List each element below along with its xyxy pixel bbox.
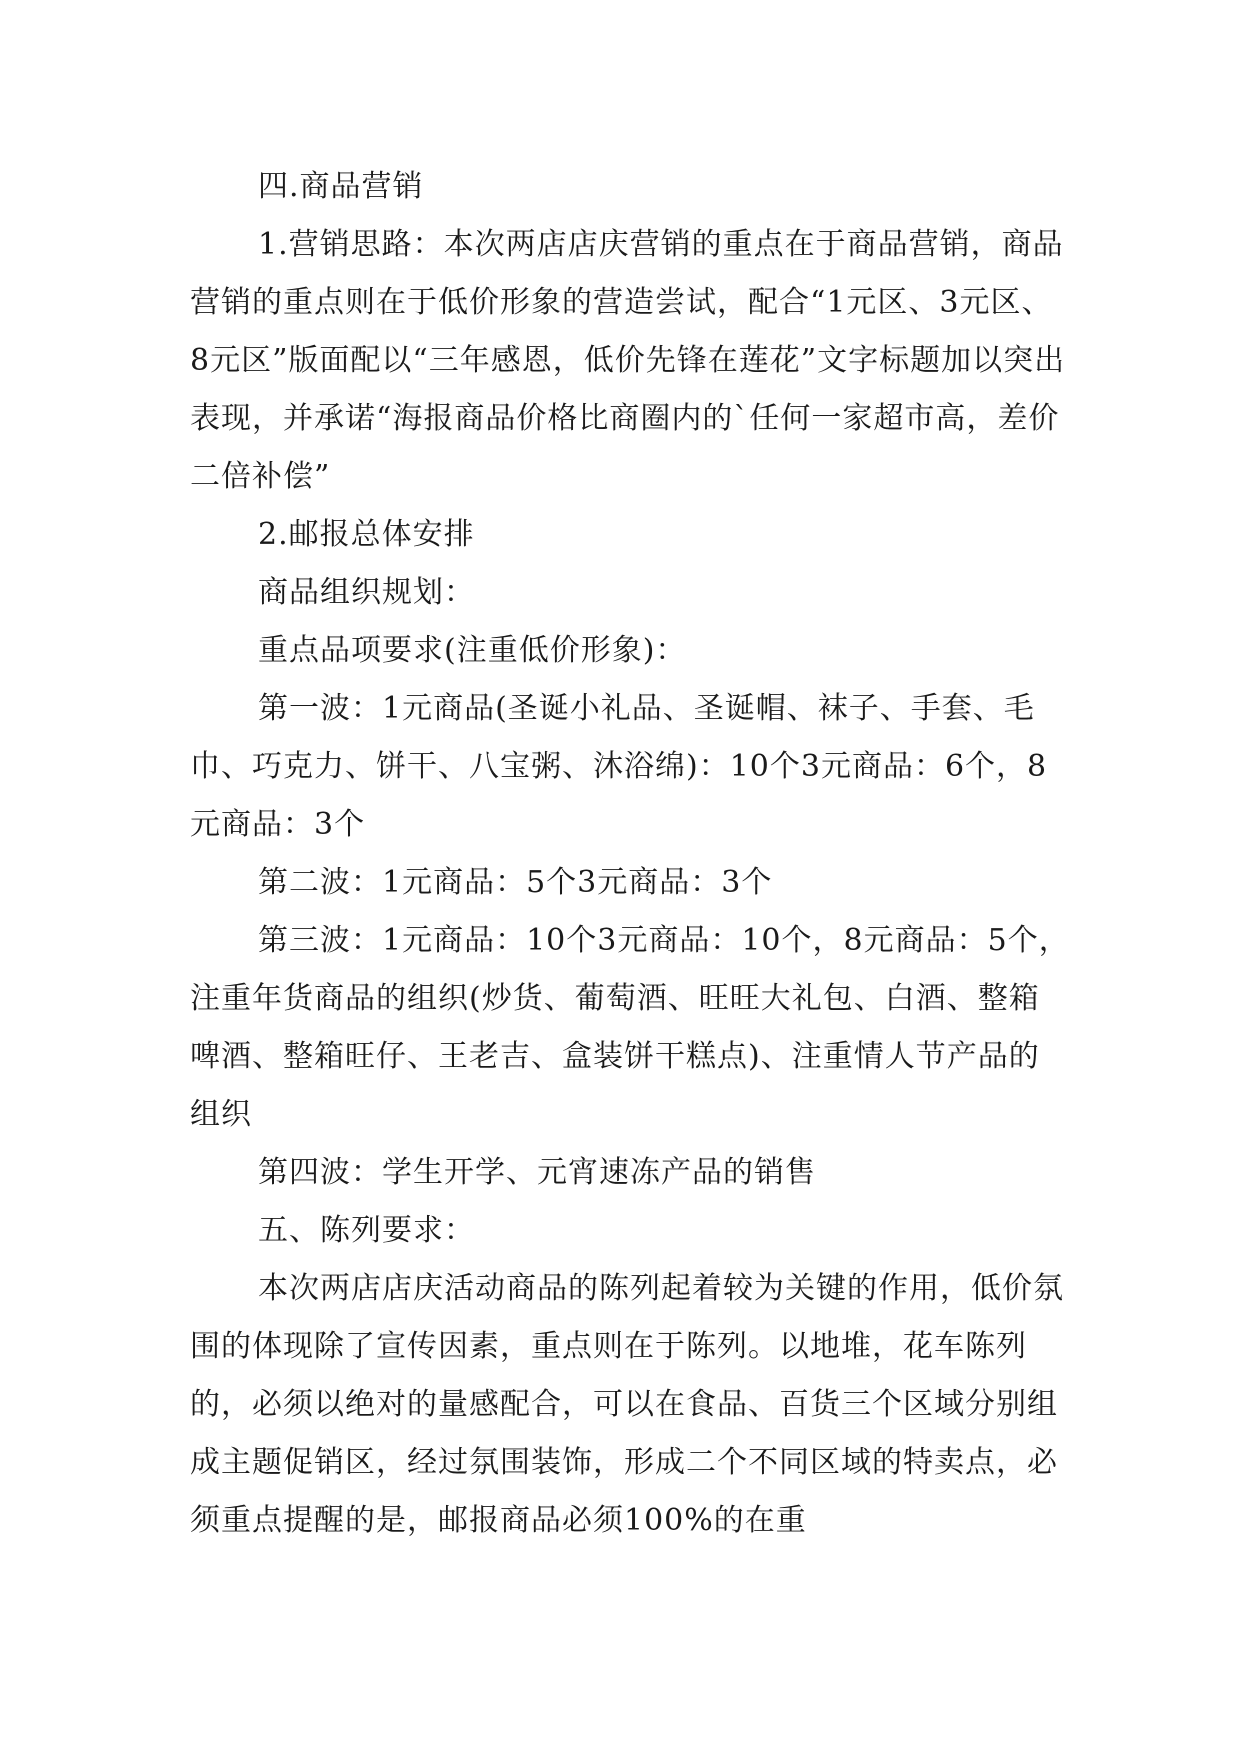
paragraph-product-planning: 商品组织规划： <box>258 575 475 610</box>
paragraph-wave-two: 第二波：1元商品：5个3元商品：3个 <box>258 865 773 900</box>
paragraph-wave-one: 第一波：1元商品(圣诞小礼品、圣诞帽、袜子、手套、毛巾、巧克力、饼干、八宝粥、沐浴绵)：10个3元商品：6个，8元商品：3个 <box>190 691 1048 842</box>
paragraph-marketing-idea: 1.营销思路：本次两店店庆营销的重点在于商品营销，商品营销的重点则在于低价形象的营造尝试，配合“1元区、3元区、8元区”版面配以“三年感恩，低价先锋在莲花”文字标题加以突出表现，并承诺“海报商品价格比商圈内的`任何一家超市高，差价二倍补偿” <box>190 227 1066 494</box>
paragraph-wave-three: 第三波：1元商品：10个3元商品：10个，8元商品：5个，注重年货商品的组织(炒货、葡萄酒、旺旺大礼包、白酒、整箱啤酒、整箱旺仔、王老吉、盒装饼干糕点)、注重情人节产品的组织 <box>190 923 1070 1132</box>
paragraph-display-requirements: 本次两店店庆活动商品的陈列起着较为关键的作用，低价氛围的体现除了宣传因素，重点则在于陈列。以地堆，花车陈列的，必须以绝对的量感配合，可以在食品、百货三个区域分别组成主题促销区，经过氛围装饰，形成二个不同区域的特卖点，必须重点提醒的是，邮报商品必须100%的在重 <box>190 1271 1064 1538</box>
document-body <box>190 158 1070 1550</box>
paragraph-key-items: 重点品项要求(注重低价形象)： <box>258 633 687 668</box>
paragraph-wave-four: 第四波：学生开学、元宵速冻产品的销售 <box>258 1155 816 1190</box>
paragraph-mailer-arrangement: 2.邮报总体安排 <box>258 517 475 552</box>
section-heading-marketing: 四.商品营销 <box>258 169 424 204</box>
section-heading-display: 五、陈列要求： <box>258 1213 475 1248</box>
